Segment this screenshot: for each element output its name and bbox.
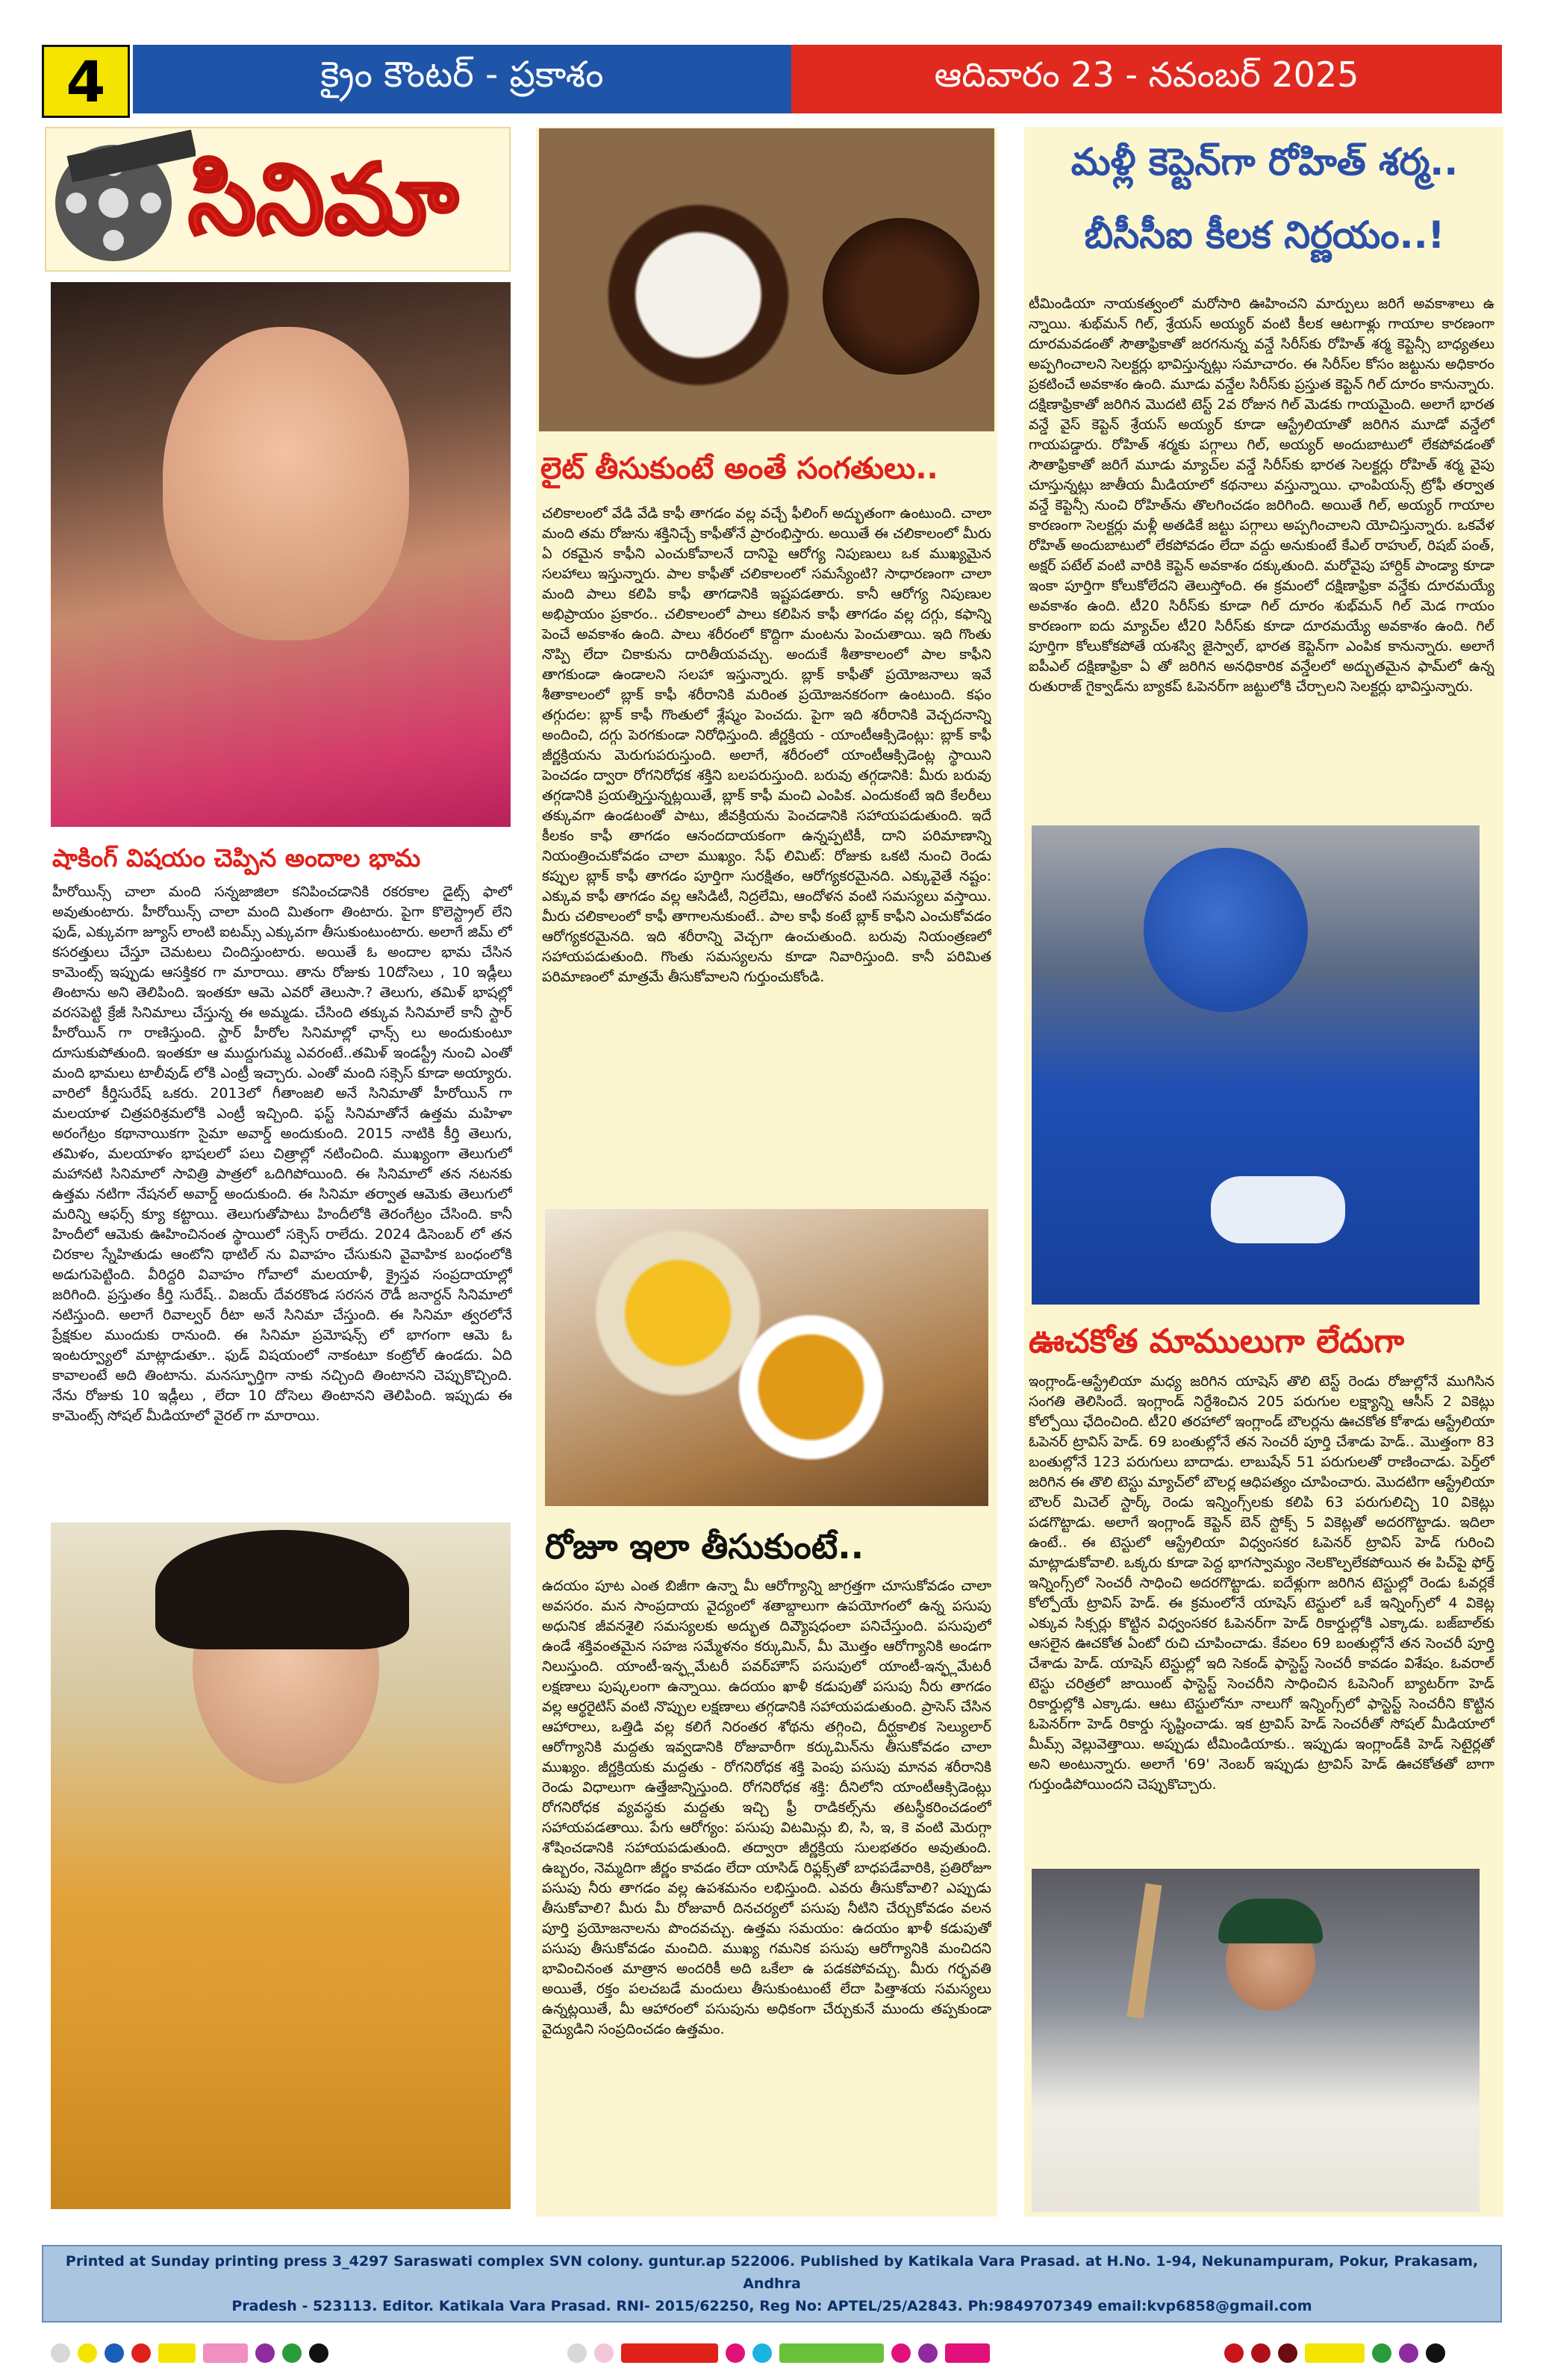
section-title: క్రైం కౌంటర్ - ప్రకాశం bbox=[133, 45, 791, 113]
coffee-article-body: చలికాలంలో వేడి వేడి కాఫీ తాగడం వల్ల వచ్చే ఫీలింగ్ అద్భుతంగా ఉంటుంది. చాలా మంది తమ రోజును శక్తినిచ్చే కాఫీతోనే ప్రారంభిస్తారు. అయితే ఈ చలికాలంలో మీరు ఏ రకమైన కాఫీని ఎంచుకోవాలనే దానిపై ఆరోగ్య నిపుణులు ఒక ముఖ్యమైన సలహాలు ఇస్తున్నారు. పాల కాఫీతో చలికాలంలో సమస్యేంటి? సాధారణంగా చాలా మంది పాలు కలిపి కాఫీ తాగడానికి ఇష్టపడతారు. కానీ ఆరోగ్య నిపుణుల అభిప్రాయం ప్రకారం.. చలికాలంలో పాలు కలిపిన కాఫీ తాగడం వల్ల దగ్గు, కఫాన్ని పెంచే అవకాశం ఉంది. పాలు శరీరంలో కొద్దిగా మంటను పెంచుతాయి. ఇది గొంతు నొప్పి లేదా చికాకును దారితీయవచ్చు. అందుకే శీతాకాలంలో పాల కాఫీని తాగకుండా ఉండాలని సలహా ఇస్తున్నారు. బ్లాక్ కాఫీతో ప్రయోజనాలు ఇవే శీతాకాలంలో బ్లాక్ కాఫీ శరీరానికి మరింత ప్రయోజనకరంగా ఉంటుంది. కఫం తగ్గుదల: బ్లాక్ కాఫీ గొంతులో శ్లేష్మం పెంచదు. పైగా ఇది శరీరానికి వెచ్చదనాన్ని అందించి, దగ్గు పెరగకుండా నిరోధిస్తుంది. జీర్ణక్రియ - యాంటీఆక్సిడెంట్లు: బ్లాక్ కాఫీ జీర్ణక్రియను మెరుగుపరుస్తుంది. అలాగే, శరీరంలో యాంటీఆక్సిడెంట్ల స్థాయిని పెంచడం ద్వారా రోగనిరోధక శక్తిని బలపరుస్తుంది. బరువు తగ్గడానికి: మీరు బరువు తగ్గడానికి ప్రయత్నిస్తున్నట్లయితే, బ్లాక్ కాఫీ మంచి ఎంపిక. ఎందుకంటే ఇది కేలరీలు తక్కువగా ఉండటంతో పాటు, జీవక్రియను పెంచడానికి సహాయపడుతుంది. ఇదే కీలకం కాఫీ తాగడం ఆనందదాయకంగా ఉన్నప్పటికీ, దాని పరిమాణాన్ని నియంత్రించుకోవడం చాలా ముఖ్యం. సేఫ్ లిమిట్: రోజుకు ఒకటి నుంచి రెండు కప్పుల బ్లాక్ కాఫీ తాగడం పూర్తిగా సురక్షితం, ఆరోగ్యకరమైనది. ఎక్కువైతే నష్టం: ఎక్కువ కాఫీ తాగడం వల్ల ఆసిడిటీ, నిద్రలేమి, ఆందోళన వంటి సమస్యలు వస్తాయి. మీరు చలికాలంలో కాఫీ తాగాలనుకుంటే.. పాల కాఫీ కంటే బ్లాక్ కాఫీని ఎంచుకోవడం ఆరోగ్యకరమైనది. ఇది శరీరాన్ని వెచ్చగా ఉంచుతుంది. బరువు నియంత్రణలో సహాయపడుతుంది. గొంతు సమస్యలను కూడా నివారిస్తుంది. కానీ పరిమిత పరిమాణంలో మాత్రమే తీసుకోవాలని గుర్తుంచుకోండి. bbox=[542, 505, 991, 985]
color-registration-strip-right bbox=[1224, 2342, 1445, 2364]
turmeric-headline: రోజూ ఇలా తీసుకుంటే.. bbox=[545, 1526, 864, 1567]
head-headline: ఊచకోత మాములుగా లేదుగా bbox=[1029, 1322, 1405, 1361]
rohit-headline-line1: మళ్లీ కెప్టెన్‌గా రోహిత్ శర్మ.. bbox=[1070, 140, 1459, 184]
rohit-headline-line2: బీసీసీఐ కీలక నిర్ణయం..! bbox=[1084, 213, 1445, 257]
issue-date: ఆదివారం 23 - నవంబర్ 2025 bbox=[791, 45, 1502, 113]
imprint-line-1: Printed at Sunday printing press 3_4297 Saraswati complex SVN colony. guntur.ap 522006. Published by Katikala Vara Prasad. at H.No. 1-94, Nekunampuram, Pokur, Prakasam, Andhra bbox=[65, 2253, 1479, 2292]
color-registration-strip-left bbox=[51, 2342, 328, 2364]
actress-headline: షాకింగ్ విషయం చెప్పిన అందాల భామ bbox=[52, 843, 421, 872]
imprint-line-2: Pradesh - 523113. Editor. Katikala Vara Prasad. RNI- 2015/62250, Reg No: APTEL/25/A2843. Ph:9849707349 email:kvp6858@gmail.com bbox=[231, 2298, 1312, 2314]
head-article-body: ఇంగ్లాండ్-ఆస్ట్రేలియా మధ్య జరిగిన యాషెస్ తొలి టెస్ట్ రెండు రోజుల్లోనే ముగిసిన సంగతి తెలిసిందే. ఇంగ్లాండ్ నిర్దేశించిన 205 పరుగుల లక్ష్యాన్ని ఆసీస్ 2 వికెట్లు కోల్పోయి ఛేదించింది. టీ20 తరహాలో ఇంగ్లాండ్ బౌలర్లను ఊచకోత కోశాడు ఆస్ట్రేలియా ఓపెనర్ ట్రావిస్ హెడ్. 69 బంతుల్లోనే తన సెంచరీ పూర్తి చేశాడు హెడ్.. మొత్తంగా 83 బంతుల్లోనే 123 పరుగులు బాదాడు. లాబుషేన్ 51 పరుగులతో రాణించాడు. పెర్త్‌లో జరిగిన ఈ తొలి టెస్టు మ్యాచ్‌లో బౌలర్ల ఆధిపత్యం చూపించారు. మొదటిగా ఆస్ట్రేలియా బౌలర్ మిచెల్ స్టార్క్ రెండు ఇన్నింగ్స్‌లకు కలిపి 63 పరుగులిచ్చి 10 వికెట్లు పడగొట్టాడు. అలాగే ఇంగ్లాండ్ కెప్టెన్ బెన్ స్టోక్స్ 5 వికెట్లతో అదరగొట్టాడు. ఇదిలా ఉంటే.. ఈ టెస్టులో ఆస్ట్రేలియా విధ్వంసకర ఓపెనర్ ట్రావిస్ హెడ్ గురించి మాట్లాడుకోవాలి. ఒక్కరు కూడా పెద్ద భాగస్వామ్యం నెలకొల్పలేకపోయిన ఈ పిచ్‌పై ఫోర్త్ ఇన్నింగ్స్‌లో సెంచరీ సాధించి అదరగొట్టాడు. ఐదేళ్లుగా జరిగిన టెస్టుల్లో రెండు ఓవర్లకే కోల్పోయే ట్రావిస్ హెడ్. ఈ క్రమంలోనే యాషెస్ టెస్టులో ఒకే ఇన్నింగ్స్‌లో 4 వికెట్ల ఎక్కువ సిక్సర్లు కొట్టిన విధ్వంసకర ఓపెనర్‌గా హెడ్ రికార్డుల్లోకి ఎక్కాడు. బజ్‌బాల్‌కు ఆసలైన ఊచకోత ఏంటో రుచి చూపించాడు. కేవలం 69 బంతుల్లోనే తన సెంచరీ పూర్తి చేశాడు హెడ్. యాషెస్ టెస్టుల్లో ఇది సెకండ్ ఫాస్టెస్ట్ సెంచరీ కావడం విశేషం. ఓవరాల్ టెస్టు చరిత్రలో జాయింట్ ఫాస్టెస్ట్ సెంచరీని సాధించిన ఓపెనింగ్ బ్యాటర్‌గా హెడ్ రికార్డుల్లోకి ఎక్కాడు. ఆటు టెస్టులోనూ నాలుగో ఇన్నింగ్స్‌లో ఫాస్టెస్ట్ సెంచరీని కొట్టిన ఓపెనర్‌గా హెడ్ రికార్డు సృష్టించాడు. ఇక ట్రావిస్ హెడ్ సెంచరీతో సోషల్ మీడియాలో మీమ్స్ వెల్లువెత్తాయి. అప్పుడు టీమిండియాకు.. ఇప్పుడు ఇంగ్లాండ్‌కి హెడ్ సెటైర్లతో అని అంటున్నారు. అలాగే '69' నెంబర్ ఇప్పుడు ట్రావిస్ హెడ్ ఊచకోతతో బాగా గుర్తుండిపోయిందని చెప్పుకొచ్చారు. bbox=[1029, 1373, 1494, 1793]
coffee-headline: లైట్ తీసుకుంటే అంతే సంగతులు.. bbox=[540, 452, 938, 486]
rohit-photo bbox=[1032, 825, 1480, 1305]
turmeric-photo bbox=[545, 1209, 988, 1506]
coffee-photo bbox=[539, 128, 994, 431]
actress-photo-2 bbox=[51, 1522, 511, 2209]
actress-article-body: హీరోయిన్స్ చాలా మంది సన్నజాజిలా కనిపించడానికి రకరకాల డైట్స్ ఫాలో అవుతుంటారు. హీరోయిన్స్ చాలా మంది మితంగా తింటారు. పైగా కొలెస్ట్రాల్ లేని ఫుడ్, ఎక్కువగా జ్యూస్ లాంటి ఐటమ్స్ ఎక్కువగా తీసుకుంటుంటారు. అలాగే జిమ్ లో కసరత్తులు చేస్తూ చెమటలు చిందిస్తుంటారు. అయితే ఓ అందాల భామ చేసిన కామెంట్స్ ఇప్పుడు ఆసక్తికర గా మారాయి. తాను రోజుకు 10దోసెలు , 10 ఇడ్లీలు తింటాను అని తెలిపింది. ఇంతకూ ఆమె ఎవరో తెలుసా.? తెలుగు, తమిళ్ భాషల్లో వరసపెట్టి క్రేజీ సినిమాలు చేస్తున్న ఈ అమ్మడు. చేసింది తక్కువ సినిమాలే కానీ స్టార్ హీరోయిన్ గా రాణిస్తుంది. స్టార్ హీరోల సినిమాల్లో ఛాన్స్ లు అందుకుంటూ దూసుకుపోతుంది. ఇంతకూ ఆ ముద్దుగుమ్మ ఎవరంటే..తమిళ్ ఇండస్ట్రీ నుంచి ఎంతో మంది భామలు టాలీవుడ్ లోకి ఎంట్రీ ఇచ్చారు. ఎంతో మంది సక్సెస్ కూడా అయ్యారు. వారిలో కీర్తిసురేష్ ఒకరు. 2013లో గీతాంజలి అనే సినిమాతో హీరోయిన్ గా మలయాళ చిత్రపరిశ్రమలోకి ఎంట్రీ ఇచ్చింది. ఫస్ట్ సినిమాతోనే ఉత్తమ మహిళా అరంగేట్రం కథానాయికగా సైమా అవార్డ్ అందుకుంది. 2015 నాటికి కీర్తి తెలుగు, తమిళం, మలయాళం భాషలలో పలు చిత్రాల్లో నటించింది. ముఖ్యంగా తెలుగులో మహానటి సినిమాలో సావిత్రి పాత్రలో ఒదిగిపోయింది. ఈ సినిమాలో తన నటనకు ఉత్తమ నటిగా నేషనల్ అవార్డ్ అందుకుంది. ఈ సినిమా తర్వాత ఆమెకు తెలుగులో మరిన్ని ఆఫర్స్ క్యూ కట్టాయి. తెలుగుతోపాటు హిందీలోకి తెరంగేట్రం చేసింది. కానీ హిందీలో ఆమెకు ఊహించినంత స్థాయిలో సక్సెస్ రాలేదు. 2024 డిసెంబర్ లో తన చిరకాల స్నేహితుడు ఆంటోని థాటిల్ ను వివాహం చేసుకుని వైవాహిక బంధంలోకి అడుగుపెట్టింది. వీరిద్దరి వివాహం గోవాలో మలయాళీ, క్రైస్తవ సంప్రదాయాల్లో జరిగింది. ప్రస్తుతం కీర్తి సురేష్.. విజయ్ దేవరకొండ సరసన రౌడీ జనార్దన్ సినిమాలో నటిస్తుంది. అలాగే రివాల్వర్ రీటా అనే సినిమా చేస్తుంది. ఈ సినిమా త్వరలోనే ప్రేక్షకుల ముందుకు రానుంది. ఈ సినిమా ప్రమోషన్స్ లో భాగంగా ఆమె ఓ ఇంటర్వ్యూలో మాట్లాడుతూ.. ఫుడ్ విషయంలో నాకంటూ కంట్రోల్ ఉండదు. ఏది కావాలంటే అది తింటాను. మనస్ఫూర్తిగా నాకు నచ్చింది తింటానని చెప్పుకొచ్చింది. నేను రోజుకు 10 ఇడ్లీలు , లేదా 10 దోసెలు తింటానని తెలిపింది. ఇప్పుడు ఈ కామెంట్స్ సోషల్ మీడియాలో వైరల్ గా మారాయి. bbox=[52, 884, 512, 1424]
cinema-logo bbox=[45, 127, 511, 272]
travis-head-photo bbox=[1032, 1869, 1480, 2212]
rohit-article-body: టీమిండియా నాయకత్వంలో మరోసారి ఊహించని మార్పులు జరిగే అవకాశాలు ఉ న్నాయి. శుభ్‌మన్ గిల్, శ్రేయస్ అయ్యర్ వంటి కీలక ఆటగాళ్లు గాయాల కారణంగా దూరమవడంతో సౌతాఫ్రికాతో జరగనున్న వన్డే సిరీస్‌కు రోహిత్ శర్మ కెప్టెన్సీ బాధ్యతలు అప్పగించాలని సెలక్టర్లు భావిస్తున్నట్లు సమాచారం. ఈ సిరీస్‌ల కోసం జట్టును అధికారం ప్రకటించే అవకాశం ఉంది. మూడు వన్డేల సిరీస్‌కు ప్రస్తుత కెప్టెన్ గిల్ దూరం కానున్నారు. దక్షిణాఫ్రికాతో జరిగిన మొదటి టెస్ట్ 2వ రోజున గిల్ మెడకు గాయమైంది. అలాగే భారత వన్డే వైస్ కెప్టెన్ శ్రేయస్ అయ్యర్ కూడా ఆస్ట్రేలియాతో జరిగిన మూడో వన్డేలో గాయపడ్డారు. రోహిత్ శర్మకు పగ్గాలు గిల్, అయ్యర్ అందుబాటులో లేకపోవడంతో సౌతాఫ్రికాతో జరిగే మూడు మ్యాచ్‌ల వన్డే సిరీస్‌కు భారత సెలక్టర్లు రోహిత్ శర్మ వైపు చూస్తున్నట్లు జాతీయ మీడియాలో కథనాలు వస్తున్నాయి. ఛాంపియన్స్ ట్రోఫీ తర్వాత వన్డే కెప్టెన్సీ నుంచి రోహిత్‌ను తొలగించడం జరిగింది. అయితే గిల్, అయ్యర్ గాయాల కారణంగా సెలక్టర్లు మళ్లీ అతడికే జట్టు పగ్గాలు అప్పగించాలని యోచిస్తున్నారు. ఒకవేళ రోహిత్ అందుబాటులో లేకపోవడం లేదా వద్దు అనుకుంటే కేఎల్ రాహుల్, రిషబ్ పంత్, అక్షర్ పటేల్ వంటి వారికి కెప్టెన్ అవకాశం దక్కుతుంది. మరోవైపు హార్దిక్ పాండ్యా కూడా ఇంకా పూర్తిగా కోలుకోలేదని తెలుస్తోంది. ఈ క్రమంలో దక్షిణాఫ్రికా వన్డేకు దూరమయ్యే అవకాశం ఉంది. టీ20 సిరీస్‌కు కూడా గిల్ దూరం శుభ్‌మన్ గిల్ మెడ గాయం కారణంగా ఐదు మ్యాచ్‌ల టీ20 సిరీస్‌కు కూడా దూరమయ్యే అవకాశం ఉంది. గిల్ పూర్తిగా కోలుకోకపోతే యశస్వి జైస్వాల్, భారత కెప్టెన్‌గా ఎంపిక కానున్నారు. అలాగే ఐపీఎల్ దక్షిణాఫ్రికా ఏ తో జరిగిన అనధికారిక వన్డేలలో అద్భుతమైన ఫామ్‌లో ఉన్న రుతురాజ్ గైక్వాడ్‌ను బ్యాకప్ ఓపెనర్‌గా జట్టులోకి చేర్చాలని సెలక్టర్లు భావిస్తున్నారు. bbox=[1029, 296, 1494, 695]
film-reel-icon bbox=[46, 128, 196, 270]
actress-photo-1 bbox=[51, 282, 511, 827]
turmeric-article-body: ఉదయం పూట ఎంత బిజీగా ఉన్నా మీ ఆరోగ్యాన్ని జాగ్రత్తగా చూసుకోవడం చాలా అవసరం. మన సాంప్రదాయ వైద్యంలో శతాబ్దాలుగా ఉపయోగంలో ఉన్న పసుపు అధునిక జీవనశైలి సమస్యలకు అద్భుత దివ్యౌషధంలా పనిచేస్తుంది. పసుపులో ఉండే శక్తివంతమైన సహజ సమ్మేళనం కర్కుమిన్, మీ మొత్తం ఆరోగ్యానికి అండగా నిలుస్తుంది. యాంటీ-ఇన్ఫ్లమేటరీ పవర్‌హౌస్ పసుపులో యాంటీ-ఇన్ఫ్లమేటరీ లక్షణాలు పుష్కలంగా ఉన్నాయి. ఉదయం ఖాళీ కడుపుతో పసుపు నీరు తాగడం వల్ల ఆర్థరైటిస్ వంటి నొప్పుల లక్షణాలు తగ్గడానికి సహాయపడుతుంది. ప్రాసెస్ చేసిన ఆహారాలు, ఒత్తిడి వల్ల కలిగే నిరంతర శోథను తగ్గించి, దీర్ఘకాలిక సెల్యులార్ ఆరోగ్యానికి మద్దతు ఇవ్వడానికి రోజువారీగా కర్కుమిన్‌ను తీసుకోవడం చాలా ముఖ్యం. జీర్ణక్రియకు మద్దతు - రోగనిరోధక శక్తి పెంపు పసుపు మానవ శరీరానికి రెండు విధాలుగా ఉత్తేజాన్నిస్తుంది. రోగనిరోధక శక్తి: దీనిలోని యాంటీఆక్సిడెంట్లు రోగనిరోధక వ్యవస్థకు మద్దతు ఇచ్చి ఫ్రీ రాడికల్స్‌ను తటస్థీకరించడంలో సహాయపడతాయి. పేగు ఆరోగ్యం: పసుపు విటమిన్లు బి, సి, ఇ, కె వంటి మెరుగ్గా శోషించడానికి సహాయపడుతుంది. తద్వారా జీర్ణక్రియ సులభతరం అవుతుంది. ఉబ్బరం, నెమ్మదిగా జీర్ణం కావడం లేదా యాసిడ్ రిఫ్లక్స్‌తో బాధపడేవారికి, ప్రతిరోజూ పసుపు నీరు తాగడం వల్ల ఉపశమనం లభిస్తుంది. ఎవరు తీసుకోవాలి? ఎప్పుడు తీసుకోవాలి? మీరు మీ రోజువారీ దినచర్యలో పసుపు నీటిని చేర్చుకోవడం వలన పూర్తి ప్రయోజనాలను పొందవచ్చు. ఉత్తమ సమయం: ఉదయం ఖాళీ కడుపుతో పసుపు తీసుకోవడం మంచిది. ముఖ్య గమనిక పసుపు ఆరోగ్యానికి మంచిదని భావించినంత మాత్రాన అందరికీ అది ఒకేలా ఉ పడకపోవచ్చు. మీరు గర్భవతి అయితే, రక్తం పలచబడే మందులు తీసుకుంటుంటే లేదా పిత్తాశయ సమస్యలు ఉన్నట్లయితే, మీ ఆహారంలో పసుపును అధికంగా చేర్చుకునే ముందు తప్పకుండా వైద్యుడిని సంప్రదించడం ఉత్తమం. bbox=[542, 1578, 991, 2037]
page-number: 4 bbox=[42, 45, 130, 118]
color-registration-strip-middle bbox=[567, 2342, 990, 2364]
imprint-footer bbox=[42, 2245, 1502, 2323]
cinema-logo-text: సినిమా bbox=[188, 143, 458, 256]
